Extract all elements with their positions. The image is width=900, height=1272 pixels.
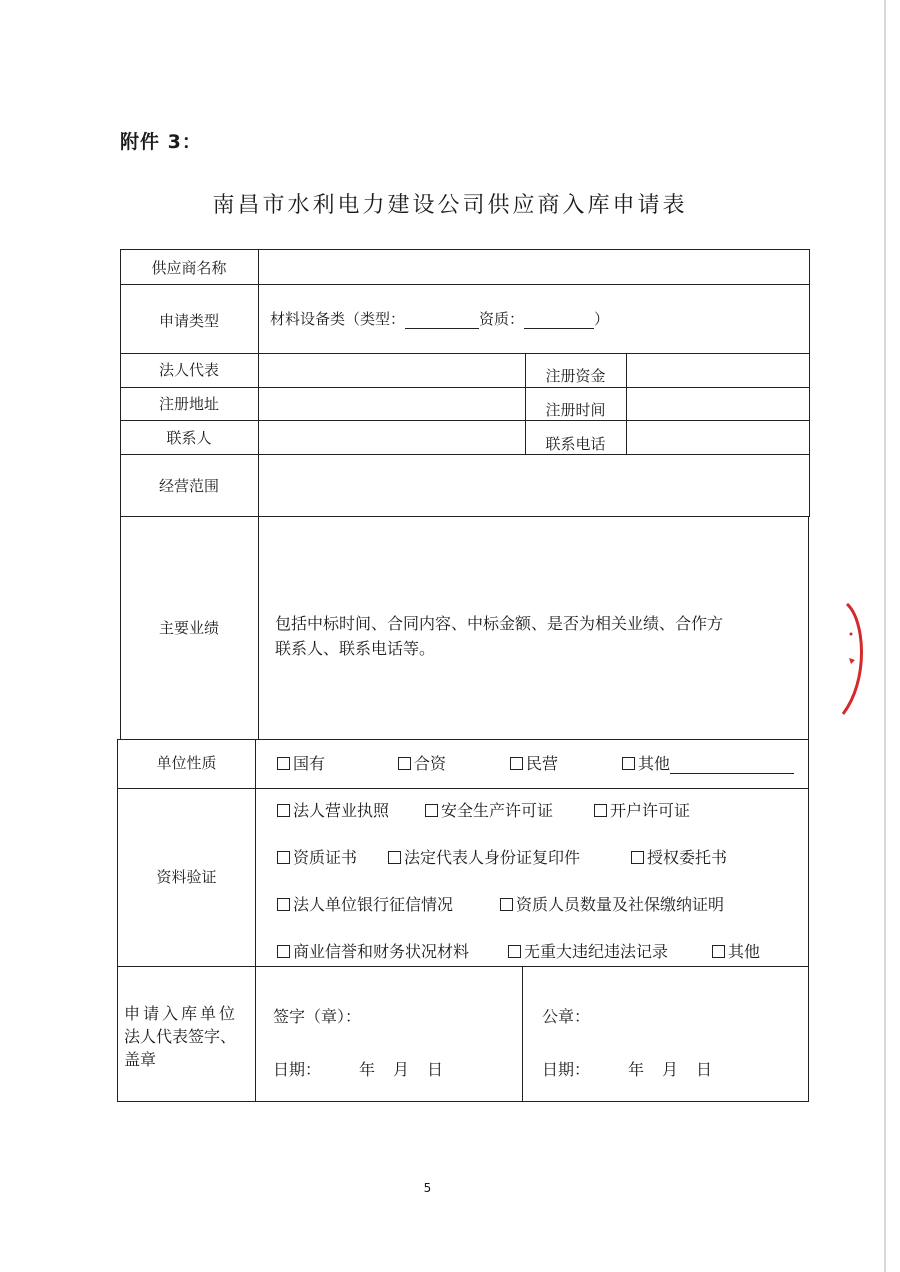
checkbox[interactable] — [631, 851, 644, 864]
unit-nature-option[interactable]: 民营 — [510, 751, 558, 774]
document-option[interactable]: 开户许可证 — [594, 798, 690, 821]
page-title: 南昌市水利电力建设公司供应商入库申请表 — [212, 193, 688, 218]
red-seal-fragment — [835, 600, 895, 720]
business-scope-label: 经营范围 — [158, 477, 219, 495]
document-option[interactable]: 资质人员数量及社保缴纳证明 — [500, 892, 724, 915]
contact-label: 联系人 — [166, 429, 212, 447]
checkbox[interactable] — [277, 898, 290, 911]
signature-label-line3: 盖章 — [124, 1050, 157, 1069]
checkbox[interactable] — [277, 945, 290, 958]
sign-field[interactable]: 签字（章）： — [273, 1007, 362, 1026]
reg-time-label: 注册时间 — [545, 401, 606, 419]
performance-label: 主要业绩 — [158, 619, 219, 637]
qualification-blank[interactable] — [524, 328, 594, 329]
document-option[interactable]: 商业信誉和财务状况材料 — [277, 939, 469, 962]
document-option[interactable]: 其他 — [712, 939, 760, 962]
contact-phone-label: 联系电话 — [545, 435, 606, 453]
performance-hint-line2: 联系人、联系电话等。 — [275, 639, 436, 658]
document-option[interactable]: 法定代表人身份证复印件 — [388, 845, 580, 868]
seal-field[interactable]: 公章： — [542, 1007, 591, 1026]
checkbox[interactable] — [594, 804, 607, 817]
attachment-label: 附件 3： — [120, 131, 202, 153]
reg-address-label: 注册地址 — [158, 395, 219, 413]
checkbox[interactable] — [425, 804, 438, 817]
material-type-blank[interactable] — [405, 328, 479, 329]
checkbox[interactable] — [388, 851, 401, 864]
application-type-field — [270, 308, 609, 329]
checkbox[interactable] — [500, 898, 513, 911]
document-option[interactable]: 无重大违纪违法记录 — [508, 939, 668, 962]
unit-nature-option[interactable]: 其他 — [622, 751, 794, 774]
date-field-right[interactable]: 日期： 年 月 日 — [542, 1060, 713, 1079]
performance-hint-line1: 包括中标时间、合同内容、中标金额、是否为相关业绩、合作方 — [275, 614, 724, 633]
document-option[interactable]: 安全生产许可证 — [425, 798, 553, 821]
date-field-left[interactable]: 日期： 年 月 日 — [273, 1060, 444, 1079]
application-type-prefix: 材料设备类（类型： — [270, 310, 406, 328]
checkbox[interactable] — [277, 804, 290, 817]
document-option[interactable]: 法人营业执照 — [277, 798, 389, 821]
document-option[interactable]: 资质证书 — [277, 845, 357, 868]
checkbox[interactable] — [712, 945, 725, 958]
document-option[interactable]: 法人单位银行征信情况 — [277, 892, 453, 915]
unit-nature-label: 单位性质 — [156, 754, 217, 772]
checkbox[interactable] — [508, 945, 521, 958]
checkbox[interactable] — [277, 851, 290, 864]
signature-label-line2: 法人代表签字、 — [124, 1027, 237, 1046]
signature-label-line1: 申请入库单位 — [124, 1004, 239, 1023]
checkbox[interactable] — [622, 757, 635, 770]
checkbox[interactable] — [510, 757, 523, 770]
checkbox[interactable] — [277, 757, 290, 770]
page-number: 5 — [423, 1181, 432, 1195]
reg-capital-label: 注册资金 — [545, 367, 606, 385]
unit-nature-option[interactable]: 合资 — [398, 751, 446, 774]
other-blank[interactable] — [670, 773, 794, 774]
document-option[interactable]: 授权委托书 — [631, 845, 727, 868]
checkbox[interactable] — [398, 757, 411, 770]
application-type-suffix: ） — [594, 310, 610, 328]
legal-rep-label: 法人代表 — [158, 361, 219, 379]
qualification-label: 资质： — [479, 310, 525, 328]
supplier-name-label: 供应商名称 — [151, 259, 227, 277]
documents-label: 资料验证 — [156, 868, 217, 886]
application-type-label: 申请类型 — [158, 312, 219, 330]
unit-nature-option[interactable]: 国有 — [277, 751, 325, 774]
